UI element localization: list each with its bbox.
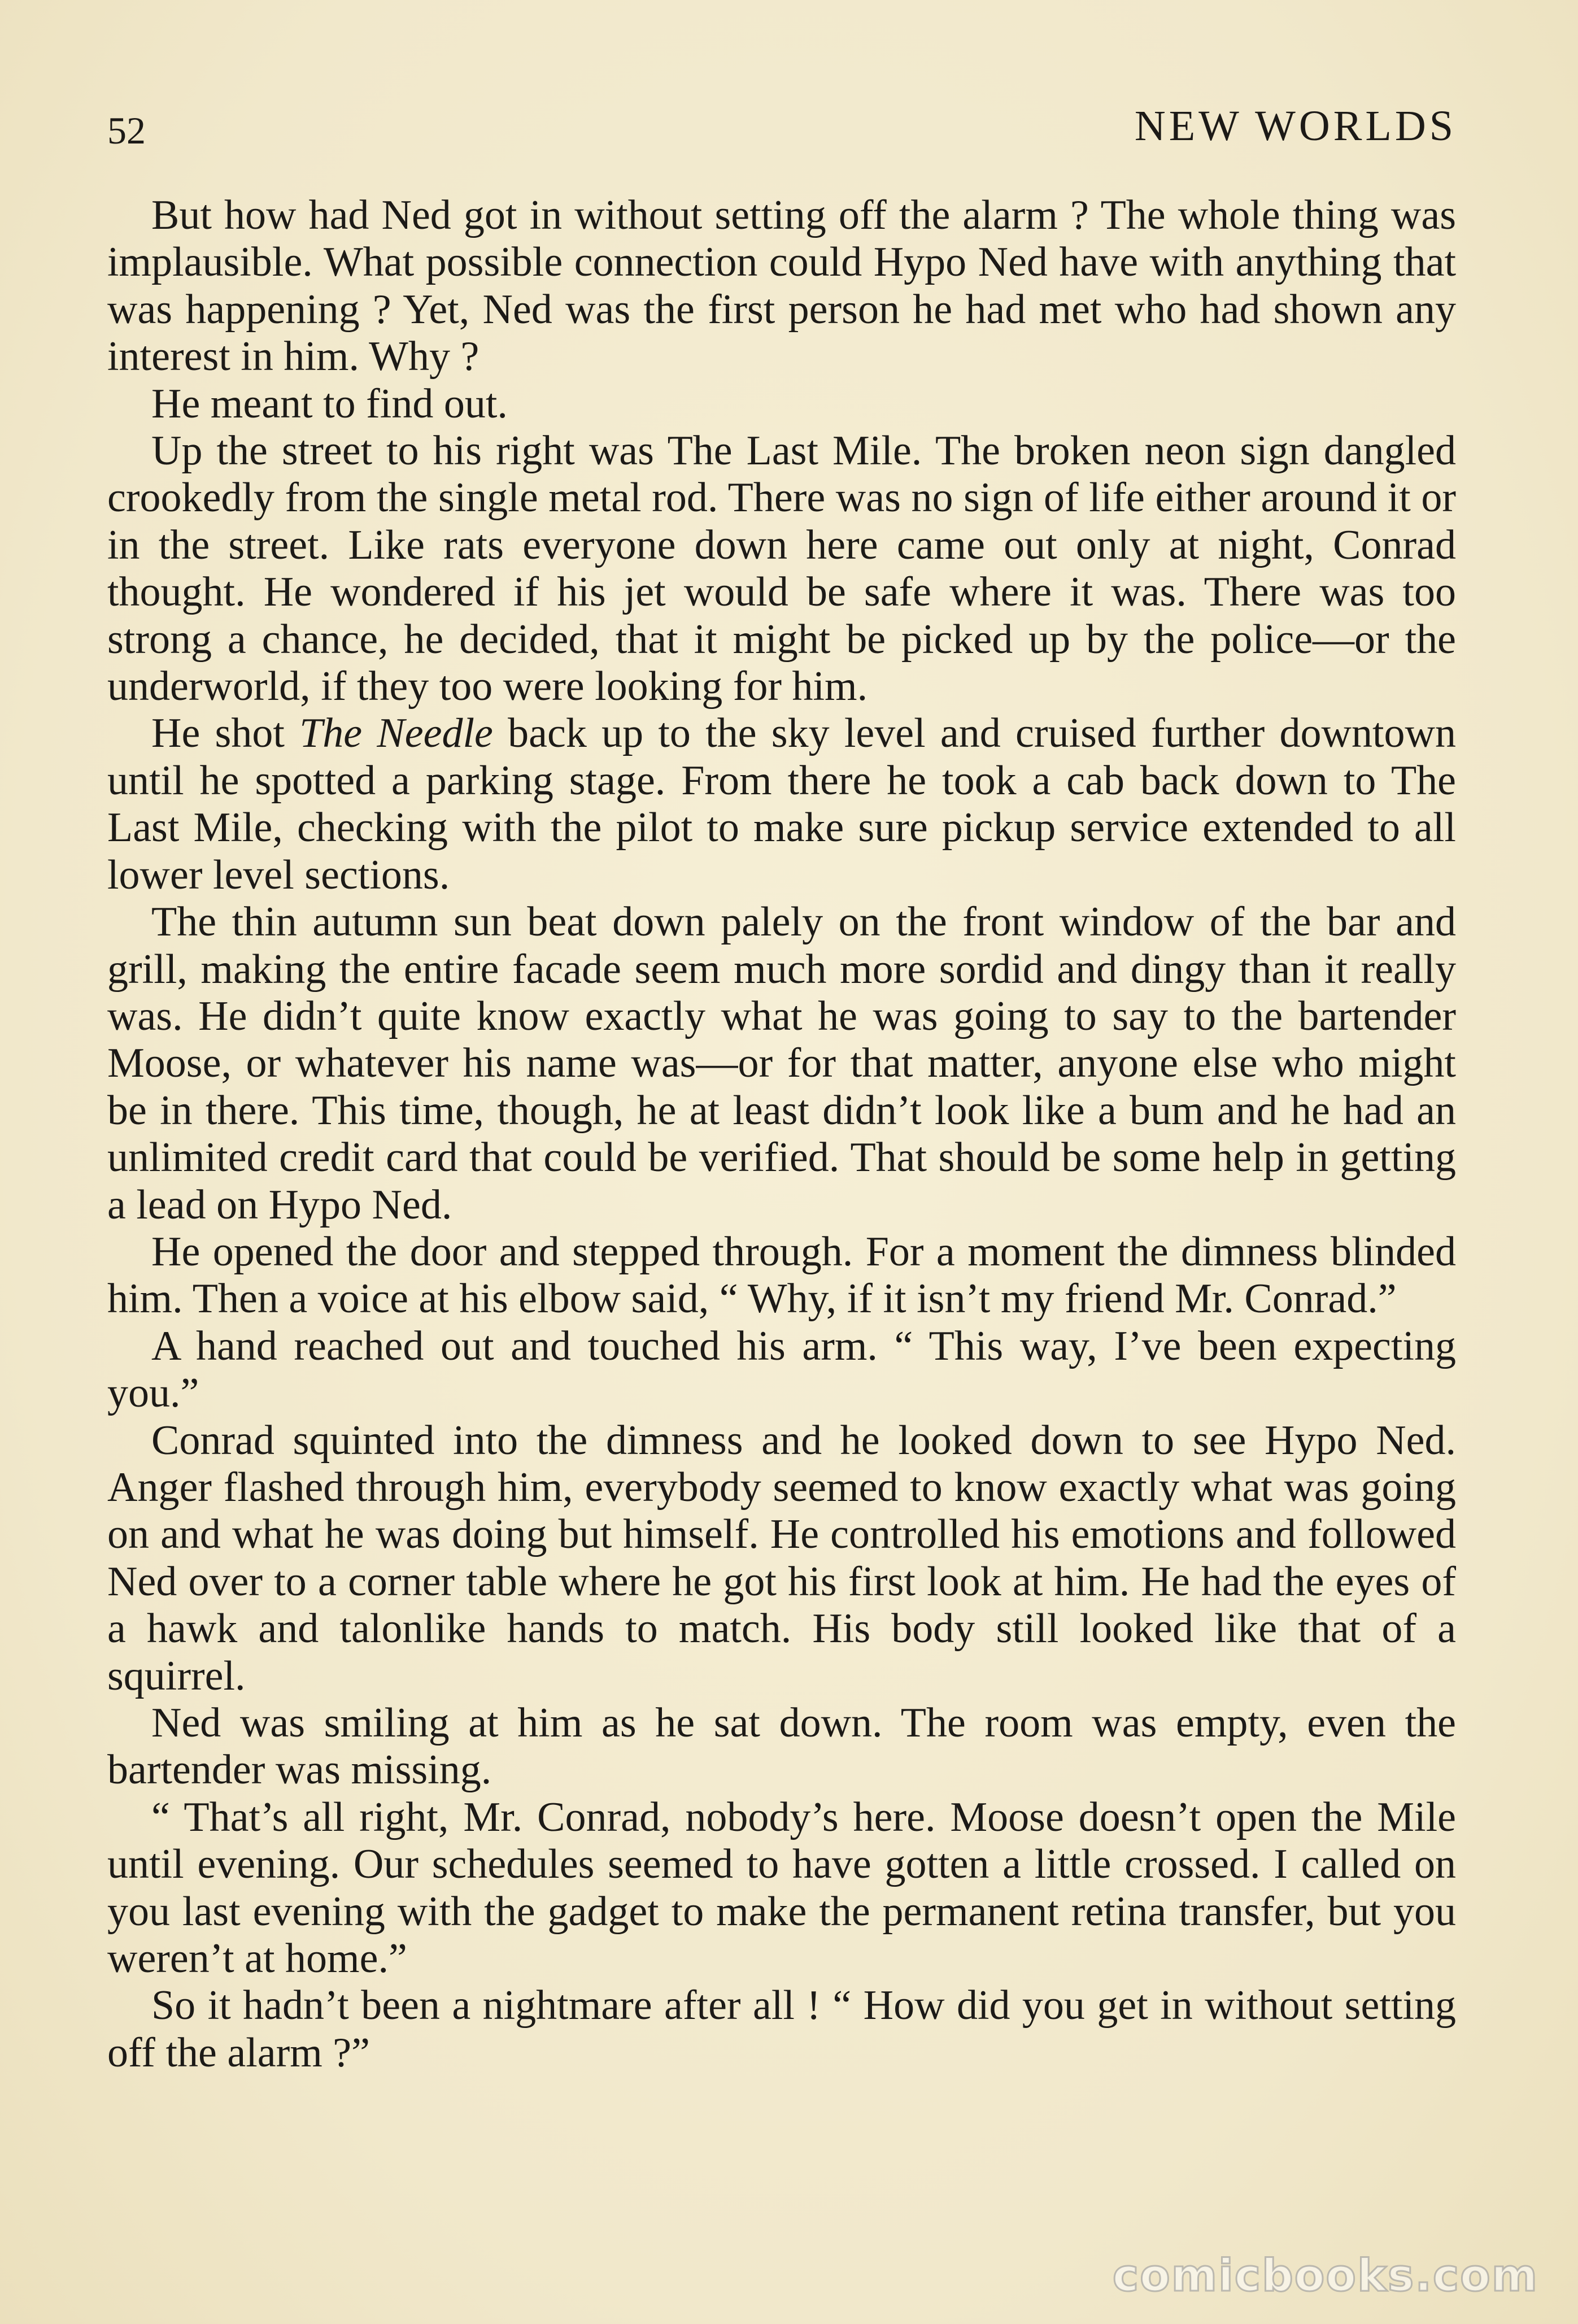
paragraph-text: back up to the sky level and cruised further downtown until he spotted a parking stage. From there he took a cab back down to The Last Mile, checking with the pilot to make sure pickup service extended to all lower level sections.	[107, 710, 1456, 898]
paragraph: The thin autumn sun beat down palely on the front window of the bar and grill, making the entire facade seem much more sordid and dingy than it really was. He didn’t quite know exactly what he was going to say to the bartender Moose, or whatever his name was—or for that matter, anyone else who might be in there. This time, though, he at least didn’t look like a bum and he had an unlimited credit card that could be verified. That should be some help in getting a lead on Hypo Ned.	[107, 899, 1456, 1228]
running-head	[107, 96, 1457, 152]
paragraph: Conrad squinted into the dimness and he looked down to see Hypo Ned. Anger flashed through him, everybody seemed to know exactly what was going on and what he was doing but himself. He controlled his emotions and followed Ned over to a corner table where he got his first look at him. He had the eyes of a hawk and talonlike hands to match. His body still looked like that of a squirrel.	[107, 1417, 1456, 1699]
paragraph: Up the street to his right was The Last Mile. The broken neon sign dangled crookedly from the single metal rod. There was no sign of life either around it or in the street. Like rats everyone down here came out only at night, Conrad thought. He wondered if his jet would be safe where it was. There was too strong a chance, he decided, that it might be picked up by the police—or the underworld, if they too were looking for him.	[107, 428, 1456, 710]
body-text	[107, 192, 1456, 2077]
paragraph: A hand reached out and touched his arm. “ This way, I’ve been expecting you.”	[107, 1322, 1456, 1417]
paragraph: He opened the door and stepped through. For a moment the dimness blinded him. Then a voice at his elbow said, “ Why, if it isn’t my friend Mr. Conrad.”	[107, 1228, 1456, 1322]
paragraph: But how had Ned got in without setting off the alarm ? The whole thing was implausible. What possible connection could Hypo Ned have with anything that was happening ? Yet, Ned was the first person he had met who had shown any interest in him. Why ?	[107, 192, 1456, 380]
running-title: NEW WORLDS	[1134, 102, 1457, 150]
paragraph: He meant to find out.	[151, 380, 508, 427]
paragraph: Ned was smiling at him as he sat down. The room was empty, even the bartender was missing.	[107, 1700, 1456, 1794]
page-number: 52	[107, 109, 146, 152]
watermark-logo: comicbooks.com	[1112, 2251, 1538, 2301]
paragraph	[107, 710, 1456, 899]
paragraph-text: He shot	[151, 710, 300, 757]
paragraph: “ That’s all right, Mr. Conrad, nobody’s here. Moose doesn’t open the Mile until evening. Our schedules seemed to have gotten a little crossed. I called on you last evening with the gadget to make the permanent retina transfer, but you weren’t at home.”	[107, 1794, 1456, 1982]
paragraph: So it hadn’t been a nightmare after all ! “ How did you get in without setting off the alarm ?”	[107, 1982, 1456, 2076]
ship-name-italic: The Needle	[299, 710, 493, 757]
